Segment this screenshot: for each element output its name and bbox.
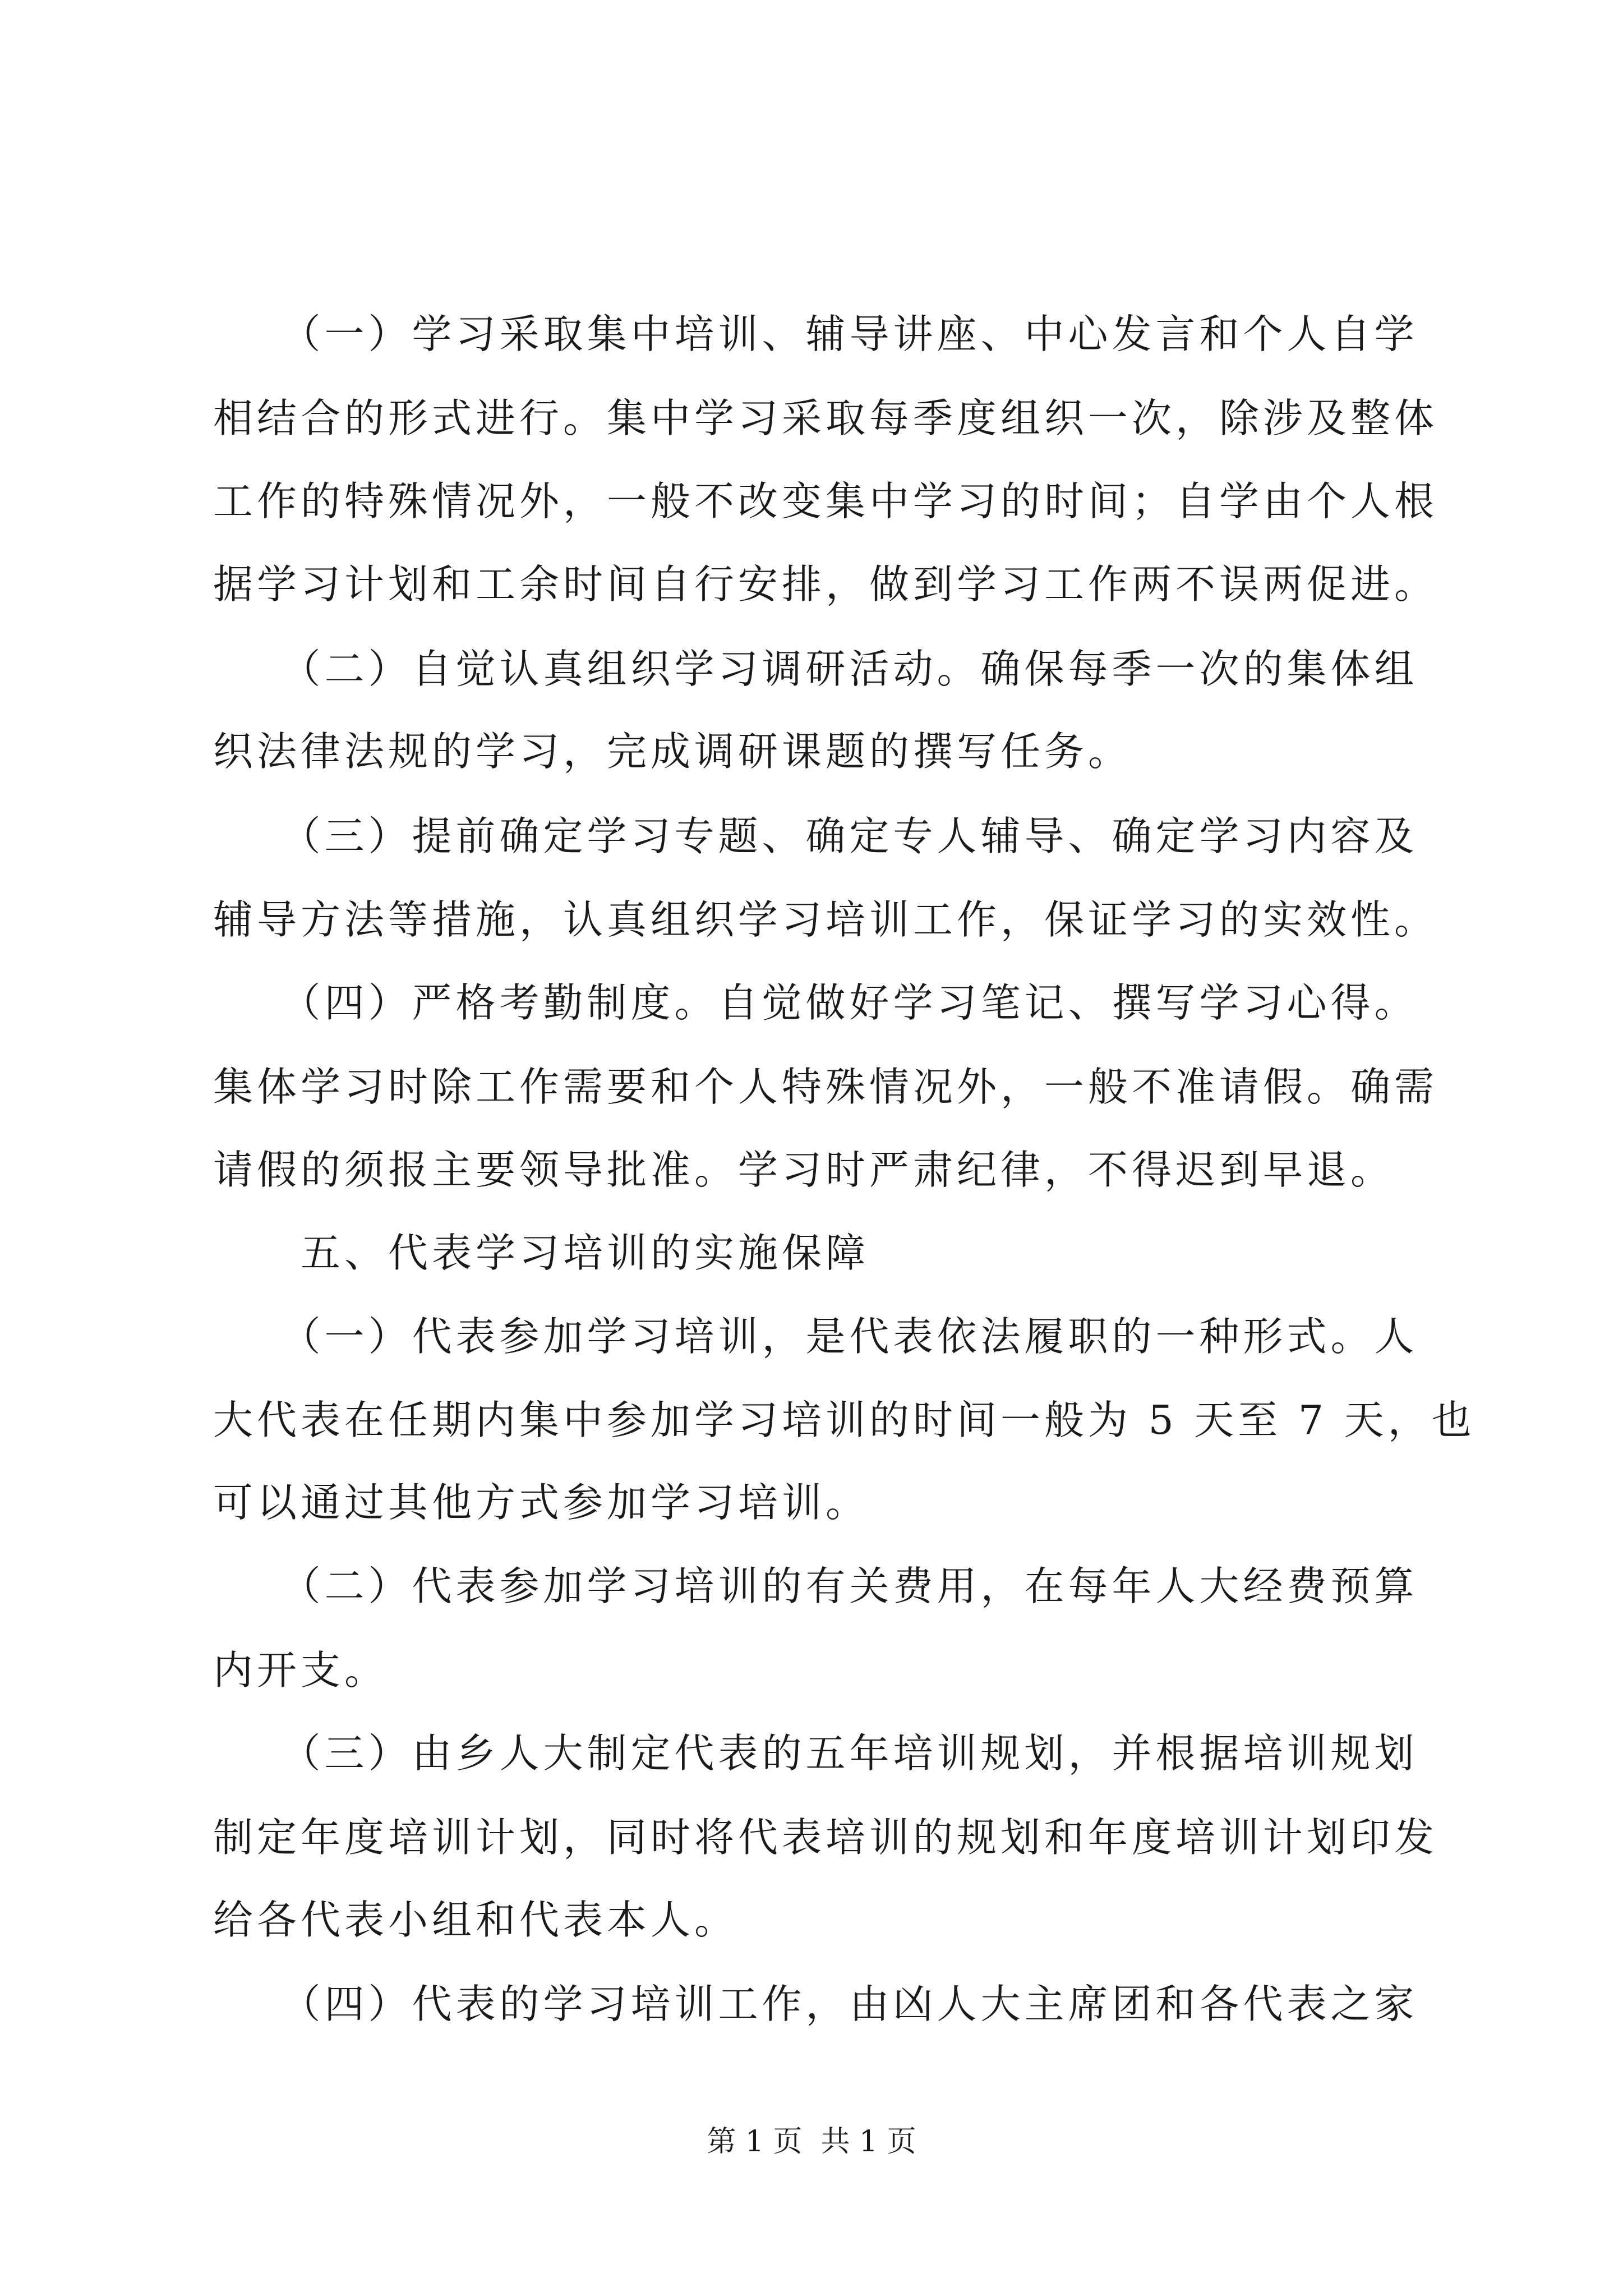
text-line: （一）代表参加学习培训，是代表依法履职的一种形式。人 (213, 1313, 1418, 1360)
text-line: 织法律法规的学习，完成调研课题的撰写任务。 (213, 728, 1132, 775)
text-line: 可以通过其他方式参加学习培训。 (213, 1479, 870, 1526)
text-line: 辅导方法等措施，认真组织学习培训工作，保证学习的实效性。 (213, 896, 1438, 943)
text-line: 工作的特殊情况外，一般不改变集中学习的时间；自学由个人根 (213, 478, 1438, 524)
text-line: （三）提前确定学习专题、确定专人辅导、确定学习内容及 (213, 813, 1418, 859)
section-heading: 五、代表学习培训的实施保障 (213, 1230, 870, 1276)
text-line: （四）代表的学习培训工作，由凶人大主席团和各代表之家 (213, 1981, 1418, 2027)
text-line: 大代表在任期内集中参加学习培训的时间一般为 5 天至 7 天，也 (213, 1397, 1476, 1443)
text-line: 给各代表小组和代表本人。 (213, 1897, 739, 1943)
text-line: 相结合的形式进行。集中学习采取每季度组织一次，除涉及整体 (213, 395, 1438, 441)
text-line: 内开支。 (213, 1647, 389, 1694)
text-line: （二）自觉认真组织学习调研活动。确保每季一次的集体组 (213, 646, 1418, 692)
text-line: 请假的须报主要领导批准。学习时严肃纪律，不得迟到早退。 (213, 1147, 1395, 1193)
text-line: 集体学习时除工作需要和个人特殊情况外，一般不准请假。确需 (213, 1064, 1438, 1110)
page-footer: 第 1 页 共 1 页 (707, 2125, 916, 2159)
text-line: （四）严格考勤制度。自觉做好学习笔记、撰写学习心得。 (213, 979, 1418, 1026)
text-line: 据学习计划和工余时间自行安排，做到学习工作两不误两促进。 (213, 561, 1438, 608)
text-line: （一）学习采取集中培训、辅导讲座、中心发言和个人自学 (213, 311, 1418, 357)
text-line: （三）由乡人大制定代表的五年培训规划，并根据培训规划 (213, 1730, 1418, 1777)
text-line: （二）代表参加学习培训的有关费用，在每年人大经费预算 (213, 1563, 1418, 1609)
text-line: 制定年度培训计划，同时将代表培训的规划和年度培训计划印发 (213, 1814, 1438, 1861)
